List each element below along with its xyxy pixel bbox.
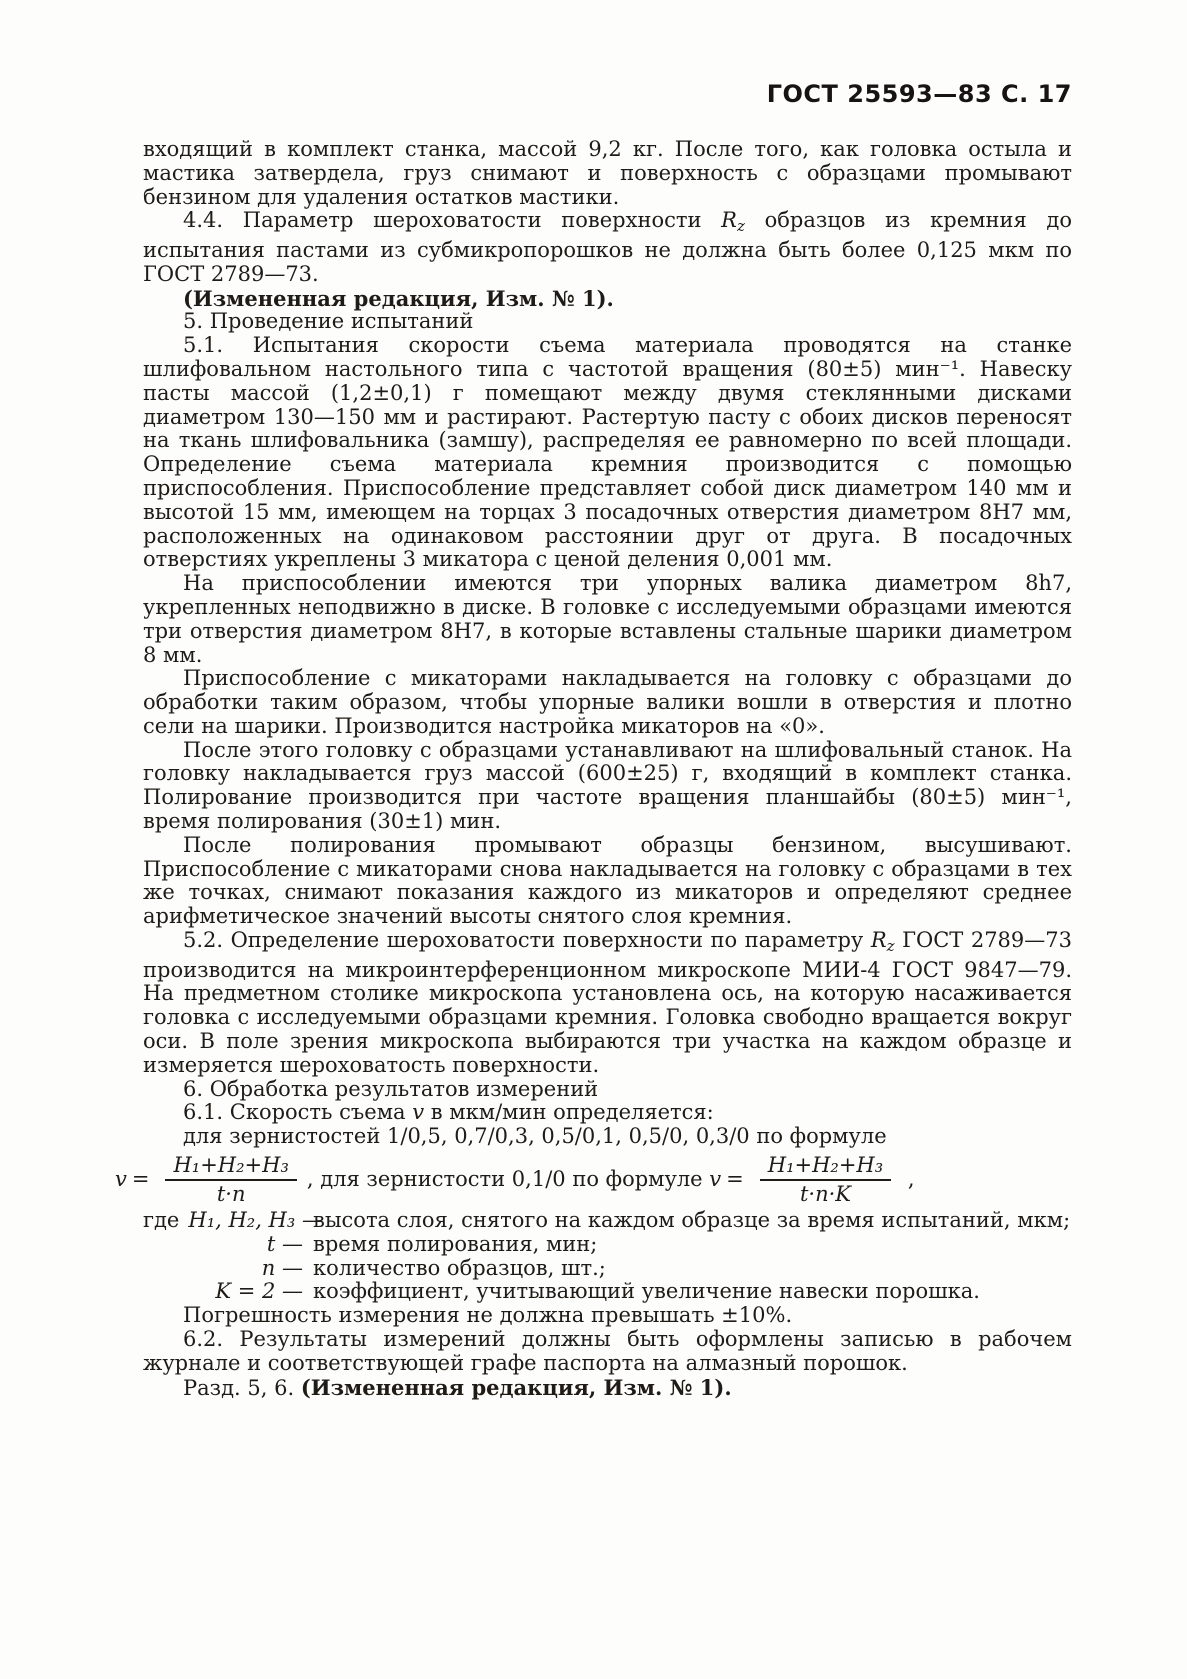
sections-ref: Разд. 5, 6. bbox=[183, 1375, 301, 1400]
paragraph-6-1 bbox=[143, 1101, 1072, 1125]
definition-row-k bbox=[143, 1280, 1072, 1304]
equals-sign-1: = bbox=[131, 1167, 150, 1192]
formula-fraction-1 bbox=[165, 1154, 296, 1206]
definition-term-t: t — bbox=[266, 1231, 303, 1256]
paragraph-fixture-placement: Приспособление с микаторами накладывается на головку с образцами до обработки таким образом, чтобы упорные валики вошли в отверстия и плотно сели на шарики. Производится настройка микаторов на «0». bbox=[143, 666, 1072, 738]
paragraph-5-2-text-cont: ГОСТ 2789—73 производится на микроинтерференционном микроскопе МИИ-4 ГОСТ 9847—79. На предметном столике микроскопа установлена ось, на которую насаживается головка с исследуемыми образцами кремния. Головка свободно вращается вокруг оси. В поле зрения микроскопа выбираются три участка на каждом образце и измеряется шероховатость поверхности. bbox=[143, 928, 1072, 1077]
page-header bbox=[143, 80, 1072, 108]
paragraph-4-4 bbox=[143, 209, 1072, 286]
rz-subscript-2: z bbox=[886, 936, 895, 955]
paragraph-6-1-text-cont: в мкм/мин определяется: bbox=[424, 1100, 714, 1125]
amendment-note-1: (Измененная редакция, Изм. № 1). bbox=[183, 285, 614, 311]
velocity-symbol-inline: v bbox=[412, 1100, 425, 1125]
formula-mid-text: , для зернистости 0,1/0 по формуле bbox=[306, 1167, 710, 1192]
definition-text-t: время полирования, мин; bbox=[313, 1231, 598, 1256]
document-body bbox=[115, 137, 1072, 1400]
fraction-1-denominator: t·n bbox=[216, 1182, 246, 1206]
definition-row-t bbox=[143, 1233, 1072, 1257]
equals-sign-2: = bbox=[726, 1167, 744, 1192]
definition-term-k: K = 2 — bbox=[215, 1279, 303, 1304]
rz-symbol: R bbox=[721, 208, 737, 233]
amendment-note-2: (Измененная редакция, Изм. № 1). bbox=[300, 1374, 732, 1400]
definition-term-h bbox=[143, 1208, 323, 1233]
velocity-symbol-2: v bbox=[709, 1167, 722, 1192]
paragraph-6-1-text: 6.1. Скорость съема bbox=[183, 1100, 413, 1125]
fraction-1-numerator: H₁+H₂+H₃ bbox=[165, 1154, 296, 1181]
definition-term-n: n — bbox=[261, 1255, 303, 1280]
paragraph-5-1: 5.1. Испытания скорости съема материала проводятся на станке шлифовальном настольного типа с частотой вращения (80±5) мин⁻¹. Навеску пасты массой (1,2±0,1) г помещают между двумя стеклянными дисками диаметром 130—150 мм и растирают. Растертую пасту с обоих дисков переносят на ткань шлифовальника (замшу), распределяя ее равномерно по всей площади. Определение съема материала кремния производится с помощью приспособления. Приспособление представляет собой диск диаметром 140 мм и высотой 15 мм, имеющем на торцах 3 посадочных отверстия диаметром 8Н7 мм, расположенных на одинаковом расстоянии друг от друга. В посадочных отверстиях укреплены 3 микатора с ценой деления 0,001 мм. bbox=[143, 333, 1072, 572]
rz-subscript: z bbox=[736, 217, 745, 236]
velocity-symbol-1: v bbox=[115, 1167, 127, 1192]
paragraph-5-2-text: 5.2. Определение шероховатости поверхности по параметру bbox=[183, 928, 871, 953]
paragraph-5-2 bbox=[143, 929, 1072, 1078]
paragraph-washing-measuring: После полирования промывают образцы бензином, высушивают. Приспособление с микаторами снова накладывается на головку с образцами в тех же точках, снимают показания каждого из микаторов и определяют среднее арифметическое значений высоты снятого слоя кремния. bbox=[143, 832, 1072, 929]
doc-number-page: ГОСТ 25593—83 С. 17 bbox=[766, 80, 1072, 108]
paragraph-intro-continuation: входящий в комплект станка, массой 9,2 кг. После того, как головка остыла и мастика затвердела, груз снимают и поверхность с образцами промывают бензином для удаления остатков мастики. bbox=[143, 137, 1072, 209]
section-6-heading: 6. Обработка результатов измерений bbox=[183, 1076, 599, 1101]
definition-text-h: высота слоя, снятого на каждом образце за время испытаний, мкм; bbox=[313, 1208, 1071, 1232]
paragraph-4-4-text-cont: образцов из кремния до испытания пастами из субмикропорошков не должна быть более 0,125 мкм по ГОСТ 2789—73. bbox=[143, 208, 1072, 286]
fraction-2-numerator: H₁+H₂+H₃ bbox=[760, 1154, 891, 1181]
definition-row-h bbox=[143, 1209, 1072, 1233]
fraction-2-denominator: t·n·K bbox=[799, 1182, 851, 1206]
paragraph-polishing-setup: После этого головку с образцами устанавливают на шлифовальный станок. На головку накладывается груз массой (600±25) г, входящий в комплект станка. Полирование производится при частоте вращения планшайбы (80±5) мин⁻¹, время полирования (30±1) мин. bbox=[143, 737, 1072, 834]
paragraph-grit-sizes: для зернистостей 1/0,5, 0,7/0,3, 0,5/0,1, 0,5/0, 0,3/0 по формуле bbox=[183, 1124, 887, 1149]
symbol-definitions bbox=[143, 1209, 1072, 1304]
paragraph-rollers: На приспособлении имеются три упорных валика диаметром 8h7, укрепленных неподвижно в диске. В головке с исследуемыми образцами имеются три отверстия диаметром 8Н7, в которые вставлены стальные шарики диаметром 8 мм. bbox=[143, 571, 1072, 667]
where-label: где bbox=[143, 1208, 180, 1232]
formula-tail-comma: , bbox=[901, 1167, 915, 1192]
definition-text-k: коэффициент, учитывающий увеличение навески порошка. bbox=[313, 1279, 980, 1304]
paragraph-sections-amended bbox=[143, 1376, 1072, 1401]
formula-fraction-2 bbox=[760, 1154, 891, 1206]
formula-line bbox=[115, 1154, 1072, 1206]
paragraph-measurement-error: Погрешность измерения не должна превышать ±10%. bbox=[183, 1303, 793, 1328]
rz-symbol-2: R bbox=[870, 928, 887, 953]
definition-row-n bbox=[143, 1257, 1072, 1281]
section-5-heading: 5. Проведение испытаний bbox=[183, 309, 474, 334]
paragraph-4-4-text: 4.4. Параметр шероховатости поверхности bbox=[183, 208, 722, 233]
h-symbols: H₁, H₂, H₃ — bbox=[188, 1208, 323, 1232]
paragraph-6-2: 6.2. Результаты измерений должны быть оформлены записью в рабочем журнале и соответствующей графе паспорта на алмазный порошок. bbox=[143, 1326, 1072, 1375]
definition-text-n: количество образцов, шт.; bbox=[313, 1255, 606, 1280]
